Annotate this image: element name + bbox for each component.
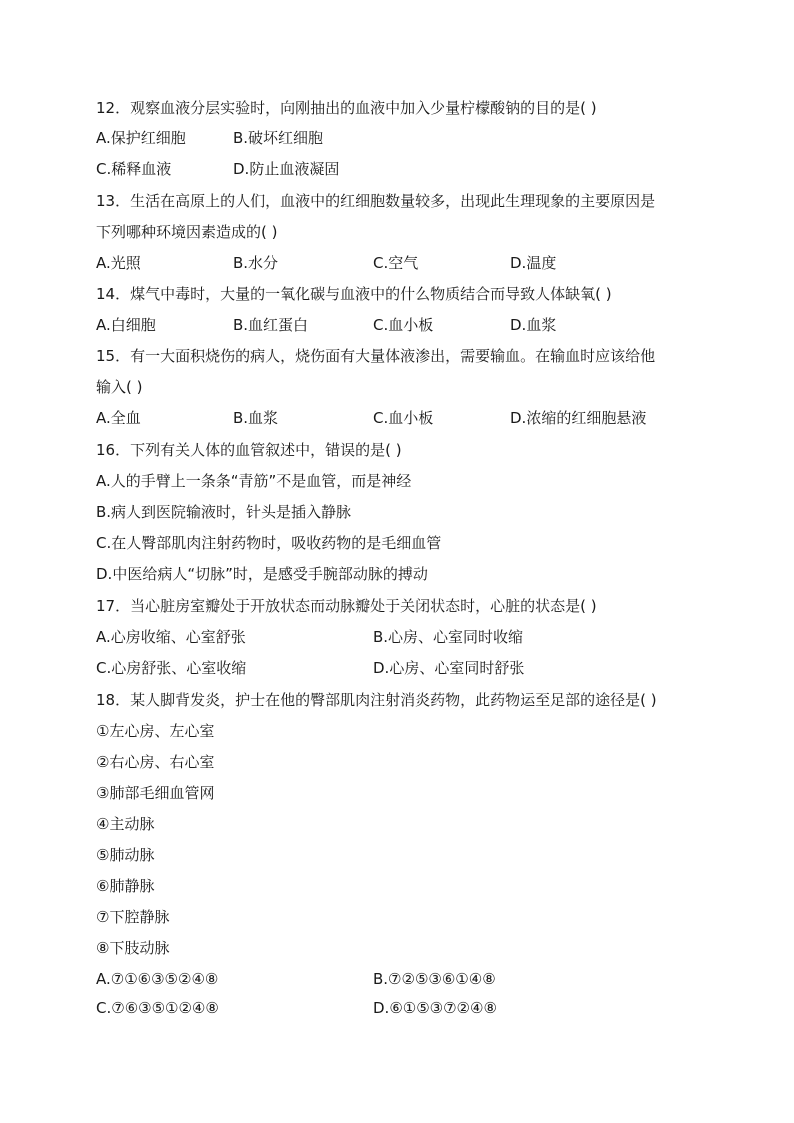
question-18-item-3: ③肺部毛细血管网 xyxy=(96,784,215,802)
question-18-item-2: ②右心房、右心室 xyxy=(96,753,215,771)
question-13-stem-line-2: 下列哪种环境因素造成的( ) xyxy=(96,223,278,241)
question-13-option-b: B.水分 xyxy=(233,254,279,272)
question-16-option-c: C.在人臀部肌肉注射药物时，吸收药物的是毛细血管 xyxy=(96,534,442,552)
question-17-option-a: A.心房收缩、心室舒张 xyxy=(96,628,246,646)
question-15-option-c: C.血小板 xyxy=(373,409,434,427)
question-15-stem-line-2: 输入( ) xyxy=(96,378,143,396)
question-18-stem: 18．某人脚背发炎，护士在他的臀部肌肉注射消炎药物，此药物运至足部的途径是( ) xyxy=(96,691,657,709)
question-18-item-8: ⑧下肢动脉 xyxy=(96,939,170,957)
question-18-item-1: ①左心房、左心室 xyxy=(96,722,215,740)
question-12-option-b: B.破坏红细胞 xyxy=(233,129,324,147)
question-14-option-d: D.血浆 xyxy=(510,316,557,334)
question-16-option-a: A.人的手臂上一条条“青筋”不是血管，而是神经 xyxy=(96,472,412,490)
question-12-stem: 12．观察血液分层实验时，向刚抽出的血液中加入少量柠檬酸钠的目的是( ) xyxy=(96,99,597,117)
question-15-option-a: A.全血 xyxy=(96,409,141,427)
question-14-stem: 14．煤气中毒时，大量的一氧化碳与血液中的什么物质结合而导致人体缺氧( ) xyxy=(96,285,612,303)
question-18-item-5: ⑤肺动脉 xyxy=(96,846,155,864)
question-16-option-b: B.病人到医院输液时，针头是插入静脉 xyxy=(96,503,352,521)
question-18-item-6: ⑥肺静脉 xyxy=(96,877,155,895)
question-15-option-d: D.浓缩的红细胞悬液 xyxy=(510,409,647,427)
question-14-option-b: B.血红蛋白 xyxy=(233,316,309,334)
question-18-option-d: D.⑥①⑤③⑦②④⑧ xyxy=(373,999,497,1017)
question-13-option-d: D.温度 xyxy=(510,254,557,272)
question-13-stem-line-1: 13．生活在高原上的人们，血液中的红细胞数量较多，出现此生理现象的主要原因是 xyxy=(96,192,656,210)
question-14-option-a: A.白细胞 xyxy=(96,316,156,334)
question-17-option-b: B.心房、心室同时收缩 xyxy=(373,628,524,646)
question-18-item-7: ⑦下腔静脉 xyxy=(96,908,170,926)
question-12-option-d: D.防止血液凝固 xyxy=(233,160,340,178)
question-18-option-b: B.⑦②⑤③⑥①④⑧ xyxy=(373,970,496,988)
question-17-stem: 17．当心脏房室瓣处于开放状态而动脉瓣处于关闭状态时，心脏的状态是( ) xyxy=(96,597,597,615)
question-16-option-d: D.中医给病人“切脉”时，是感受手腕部动脉的搏动 xyxy=(96,565,428,583)
question-12-option-c: C.稀释血液 xyxy=(96,160,172,178)
question-18-option-a: A.⑦①⑥③⑤②④⑧ xyxy=(96,970,219,988)
question-12-option-a: A.保护红细胞 xyxy=(96,129,186,147)
question-13-option-c: C.空气 xyxy=(373,254,419,272)
question-17-option-d: D.心房、心室同时舒张 xyxy=(373,659,525,677)
question-13-option-a: A.光照 xyxy=(96,254,141,272)
question-16-stem: 16．下列有关人体的血管叙述中，错误的是( ) xyxy=(96,441,402,459)
question-14-option-c: C.血小板 xyxy=(373,316,434,334)
question-15-stem-line-1: 15．有一大面积烧伤的病人，烧伤面有大量体液渗出，需要输血。在输血时应该给他 xyxy=(96,347,656,365)
question-18-item-4: ④主动脉 xyxy=(96,815,155,833)
question-15-option-b: B.血浆 xyxy=(233,409,279,427)
question-18-option-c: C.⑦⑥③⑤①②④⑧ xyxy=(96,999,219,1017)
question-17-option-c: C.心房舒张、心室收缩 xyxy=(96,659,247,677)
